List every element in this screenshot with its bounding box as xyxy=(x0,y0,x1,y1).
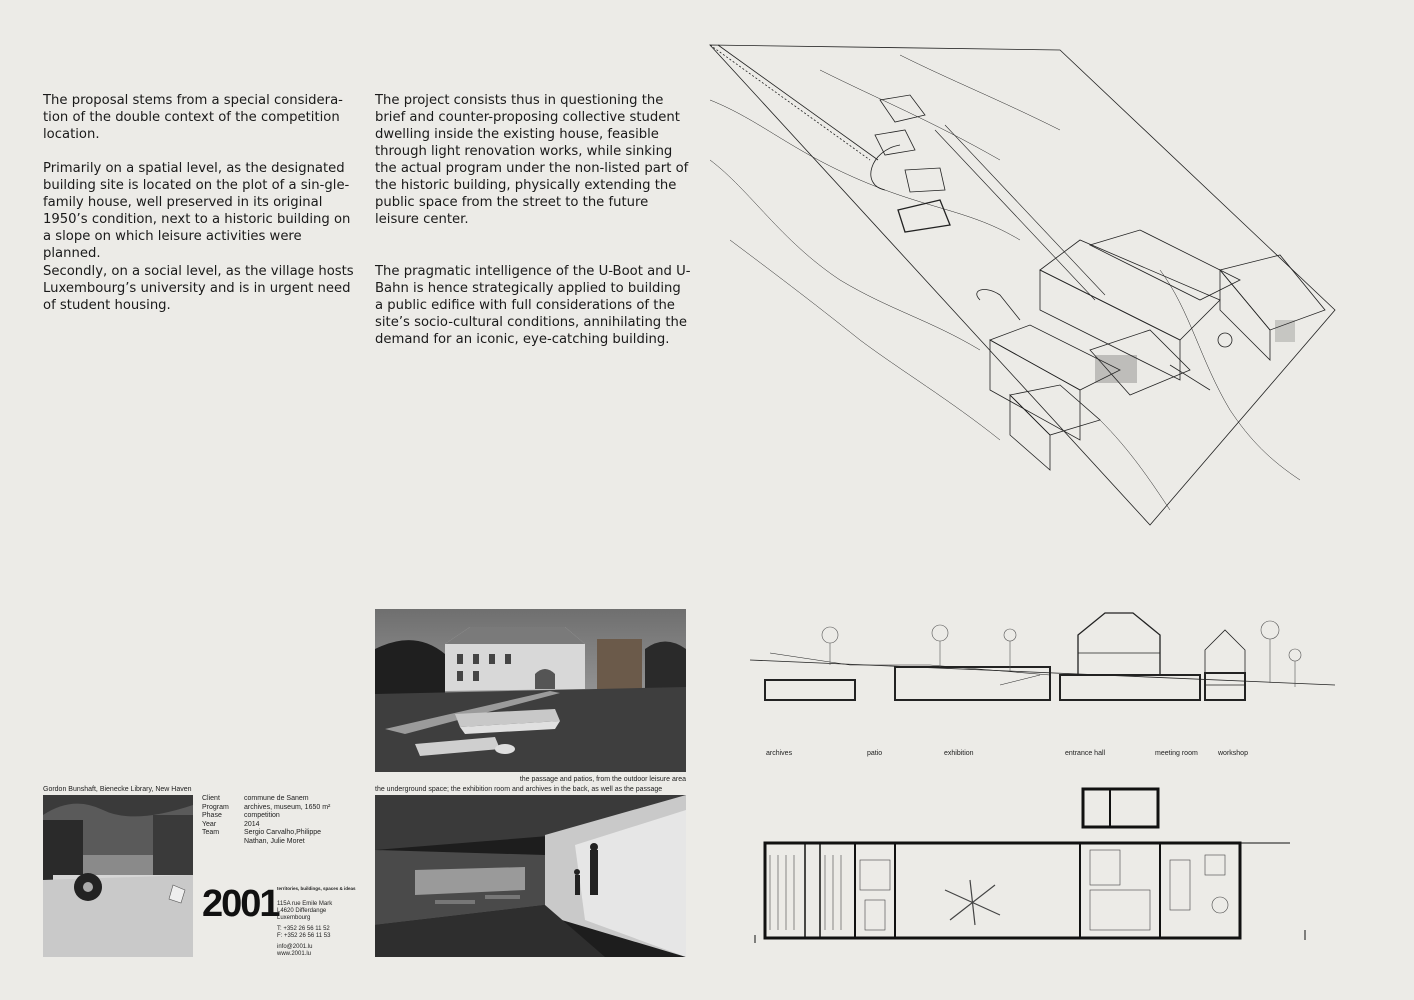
floor-plan-drawing xyxy=(750,775,1320,950)
office-fax: F: +352 26 56 11 53 xyxy=(277,933,331,939)
reference-photo xyxy=(43,795,193,957)
render-underground-space xyxy=(375,795,686,957)
office-address-line-1: 115A rue Emile Mark xyxy=(277,901,333,907)
info-value-client: commune de Sanem xyxy=(244,795,309,802)
info-value-program: archives, museum, 1650 m² xyxy=(244,803,331,811)
info-key-program: Program xyxy=(202,803,229,811)
info-key-year: Year xyxy=(202,820,217,828)
intro-paragraph-2: Primarily on a spatial level, as the designated building site is located on the plot of a sin-gle-family house, well preserved in its original 1950’s condition, next to a historic building on a slope on which leisure activities were planned. xyxy=(43,161,351,261)
office-phone: T: +352 26 56 11 52 xyxy=(277,926,330,932)
axonometric-drawing xyxy=(700,40,1340,540)
office-logo: 2001 xyxy=(202,883,279,925)
render-bottom-caption: the underground space; the exhibition room and archives in the back, as well as the passage xyxy=(375,786,663,793)
project-paragraph-1: The project consists thus in questioning the brief and counter-proposing collective student dwelling inside the existing house, feasible through light renovation works, while sinking the actual program under the non-listed part of the historic building, physically extending the public space from the street to the future leisure center. xyxy=(375,93,689,227)
render-top-caption: the passage and patios, from the outdoor leisure area xyxy=(519,776,686,783)
office-address-line-3: Luxembourg xyxy=(277,915,311,921)
info-value-year: 2014 xyxy=(244,820,260,828)
info-value-team: Sergio Carvalho,Philippe Nathan, Julie Moret xyxy=(244,829,322,845)
info-key-phase: Phase xyxy=(202,812,222,819)
section-drawing xyxy=(750,605,1335,715)
office-address-line-2: L4620 Differdange xyxy=(277,908,327,914)
room-label-entrance-hall: entrance hall xyxy=(1065,750,1106,757)
room-label-archives: archives xyxy=(766,750,793,757)
project-info xyxy=(202,795,357,855)
info-value-phase: competition xyxy=(244,812,280,819)
office-email[interactable]: info@2001.lu xyxy=(277,944,313,950)
intro-paragraph-3: Secondly, on a social level, as the village hosts Luxembourg’s university and is in urgent need of student housing. xyxy=(43,264,354,313)
render-passage-patios xyxy=(375,609,686,772)
info-key-team: Team xyxy=(202,829,220,836)
office-tagline: territories, buildings, spaces & ideas xyxy=(277,886,356,891)
room-label-meeting-room: meeting room xyxy=(1155,750,1198,757)
room-label-workshop: workshop xyxy=(1218,750,1248,757)
office-website[interactable]: www.2001.lu xyxy=(277,951,312,957)
room-label-patio: patio xyxy=(867,750,883,757)
room-label-exhibition: exhibition xyxy=(944,750,974,757)
info-key-client: Client xyxy=(202,795,220,802)
intro-paragraph-1: The proposal stems from a special considera-tion of the double context of the competition location. xyxy=(43,93,343,142)
reference-photo-caption: Gordon Bunshaft, Bienecke Library, New Haven xyxy=(43,786,192,793)
project-paragraph-2: The pragmatic intelligence of the U-Boot and U-Bahn is hence strategically applied to building a public edifice with full considerations of the site’s socio-cultural conditions, annihilating the demand for an iconic, eye-catching building. xyxy=(375,264,691,347)
